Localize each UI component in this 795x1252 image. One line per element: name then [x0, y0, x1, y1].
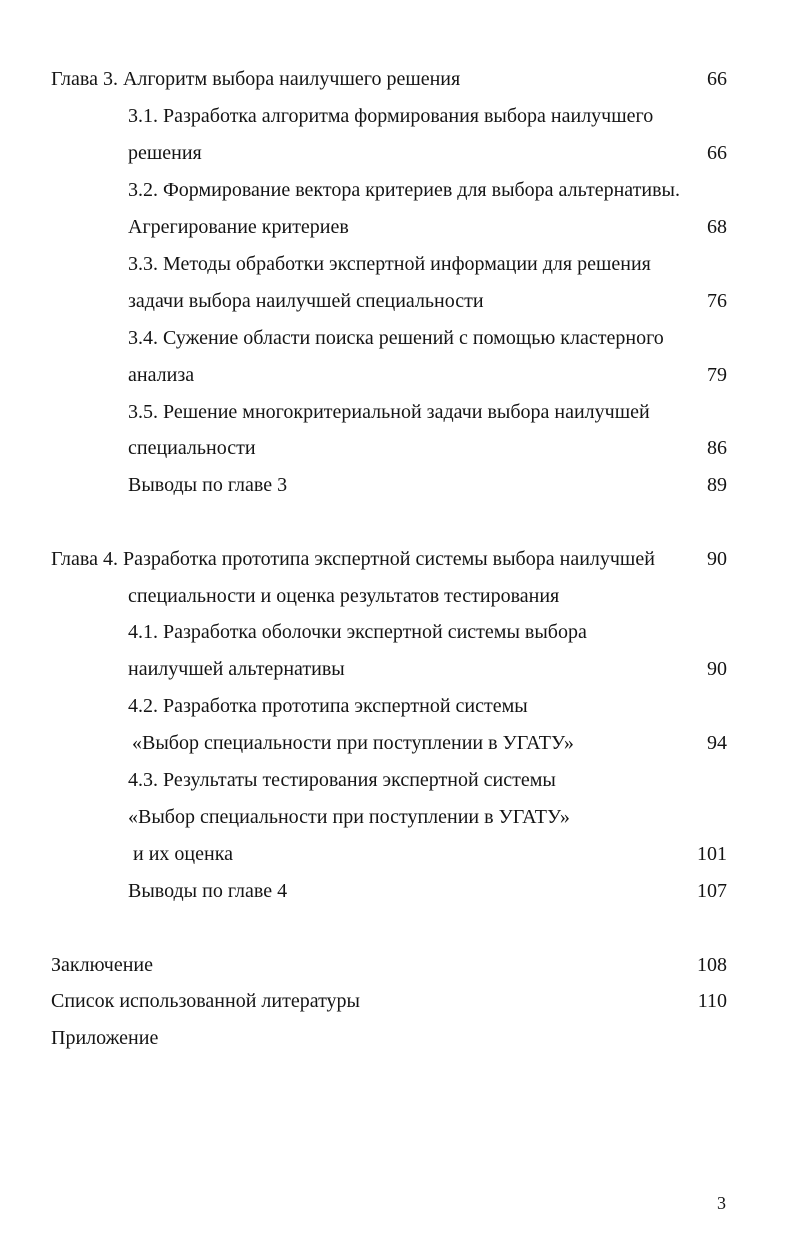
- toc-section-3-1-line2: решения: [128, 142, 202, 164]
- toc-section-4-2-line2: «Выбор специальности при поступлении в УГАТУ»: [132, 732, 574, 754]
- toc-section-4-3-page: 101: [697, 843, 727, 865]
- toc-references: Список использованной литературы: [51, 990, 360, 1012]
- toc-section-4-1-line2: наилучшей альтернативы: [128, 658, 345, 680]
- toc-appendix: Приложение: [51, 1027, 159, 1049]
- toc-section-3-4-page: 79: [707, 364, 727, 386]
- toc-references-page: 110: [697, 990, 727, 1012]
- toc-chapter3-title: Глава 3. Алгоритм выбора наилучшего решения: [51, 68, 461, 90]
- toc-chapter4-conclusions-page: 107: [697, 880, 727, 902]
- toc-section-3-5-line1: 3.5. Решение многокритериальной задачи выбора наилучшей: [128, 401, 650, 423]
- toc-section-3-2-line1: 3.2. Формирование вектора критериев для выбора альтернативы.: [128, 179, 680, 201]
- toc-section-3-2-page: 68: [707, 216, 727, 238]
- toc-section-3-1-line1: 3.1. Разработка алгоритма формирования выбора наилучшего: [128, 105, 654, 127]
- toc-section-3-3-line1: 3.3. Методы обработки экспертной информации для решения: [128, 253, 651, 275]
- toc-section-4-3-line1: 4.3. Результаты тестирования экспертной системы: [128, 769, 556, 791]
- toc-chapter3-page: 66: [707, 68, 727, 90]
- toc-section-3-3-line2: задачи выбора наилучшей специальности: [128, 290, 484, 312]
- toc-conclusion: Заключение: [51, 954, 153, 976]
- toc-chapter4-conclusions: Выводы по главе 4: [128, 880, 288, 902]
- toc-section-3-4-line1: 3.4. Сужение области поиска решений с помощью кластерного: [128, 327, 664, 349]
- toc-section-3-1-page: 66: [707, 142, 727, 164]
- toc-chapter4-title-line2: специальности и оценка результатов тестирования: [128, 585, 560, 607]
- toc-section-3-5-line2: специальности: [128, 437, 256, 459]
- toc-chapter4-title-line1: Глава 4. Разработка прототипа экспертной системы выбора наилучшей: [51, 548, 655, 570]
- toc-section-3-4-line2: анализа: [128, 364, 195, 386]
- toc-section-3-5-page: 86: [707, 437, 727, 459]
- toc-chapter3-conclusions-page: 89: [707, 474, 727, 496]
- toc-section-4-3-line3: и их оценка: [133, 843, 233, 865]
- toc-section-4-3-line2: «Выбор специальности при поступлении в УГАТУ»: [128, 806, 570, 828]
- toc-section-3-2-line2: Агрегирование критериев: [128, 216, 349, 238]
- toc-section-4-1-line1: 4.1. Разработка оболочки экспертной системы выбора: [128, 621, 587, 643]
- toc-section-4-2-page: 94: [707, 732, 727, 754]
- page-number: 3: [717, 1193, 726, 1213]
- toc-chapter3-conclusions: Выводы по главе 3: [128, 474, 288, 496]
- toc-section-3-3-page: 76: [707, 290, 727, 312]
- toc-chapter4-page: 90: [707, 548, 727, 570]
- toc-conclusion-page: 108: [697, 954, 727, 976]
- toc-section-4-1-page: 90: [707, 658, 727, 680]
- toc-section-4-2-line1: 4.2. Разработка прототипа экспертной системы: [128, 695, 528, 717]
